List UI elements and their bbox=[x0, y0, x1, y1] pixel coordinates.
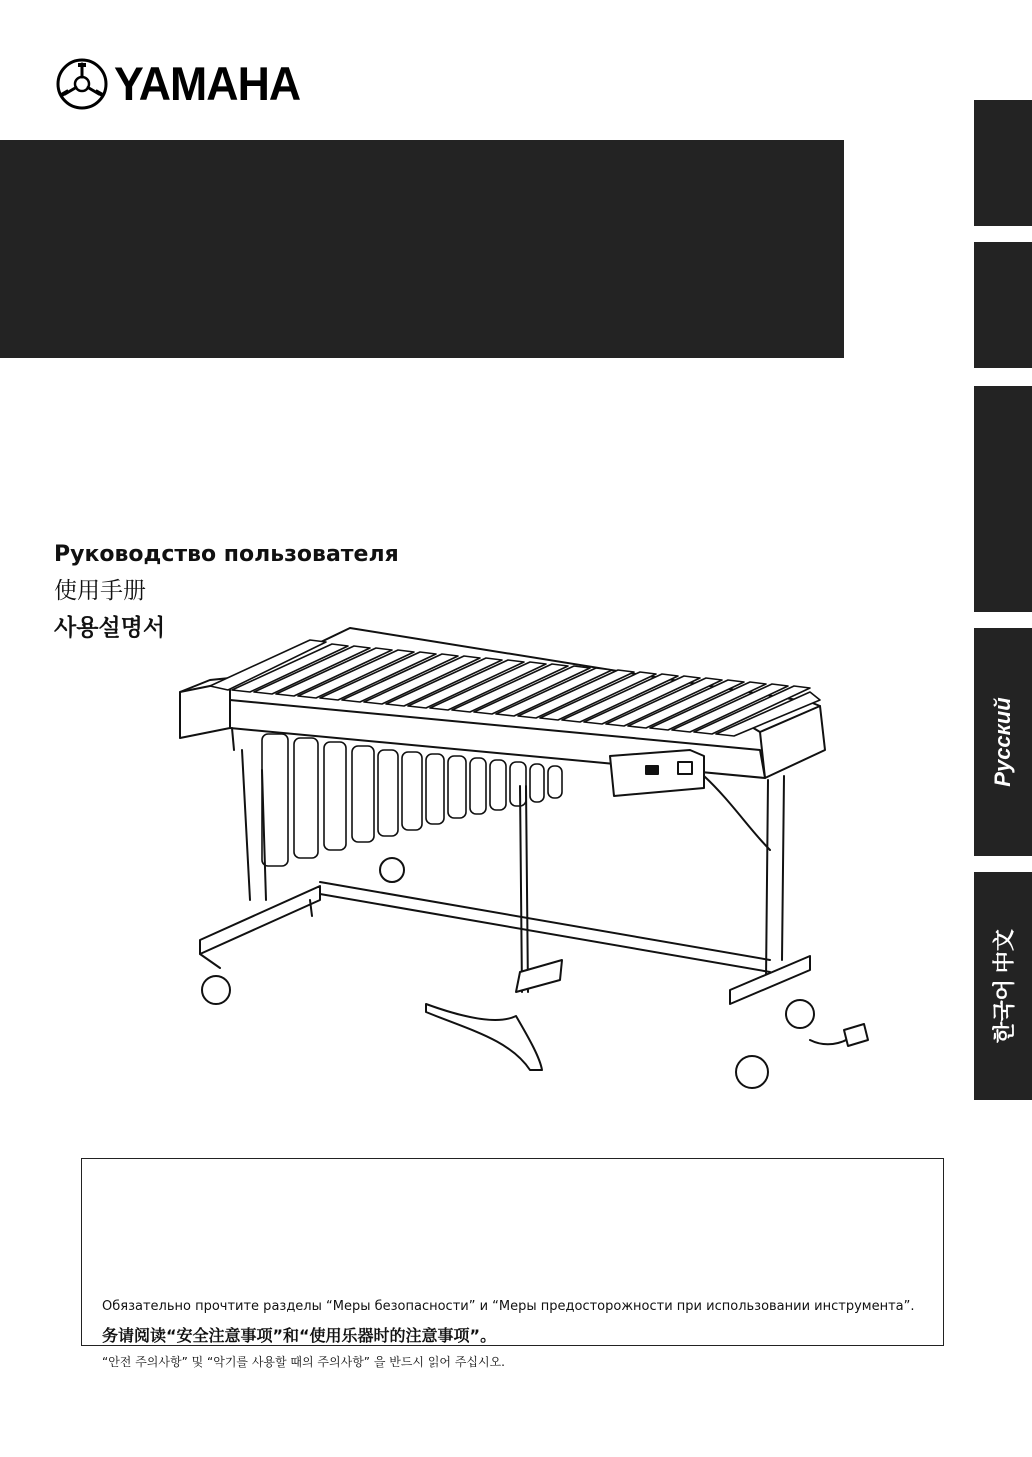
language-tab-2[interactable] bbox=[974, 242, 1032, 368]
language-tab-korean-chinese[interactable] bbox=[974, 872, 1032, 1100]
safety-notice-box bbox=[81, 1158, 944, 1369]
title-band bbox=[0, 140, 844, 358]
language-tab-3[interactable] bbox=[974, 386, 1032, 612]
vibraphone-icon bbox=[170, 600, 890, 1120]
title-russian: Руководство пользователя bbox=[54, 542, 399, 567]
language-tab-label: 한국어 中文 bbox=[991, 929, 1017, 1043]
tuning-fork-emblem-icon bbox=[56, 58, 108, 110]
notice-chinese: 务请阅读“安全注意事项”和“使用乐器时的注意事项”。 bbox=[102, 1326, 497, 1345]
title-chinese: 使用手册 bbox=[54, 578, 146, 604]
brand-name: YAMAHA bbox=[114, 57, 301, 110]
title-korean: 사용설명서 bbox=[54, 615, 166, 641]
notice-korean: “안전 주의사항” 및 “악기를 사용할 때의 주의사항” 을 반드시 읽어 주십시오. bbox=[102, 1355, 505, 1369]
language-tab-label: Русский bbox=[990, 697, 1015, 787]
notice-russian: Обязательно прочтите разделы “Меры безопасности” и “Меры предосторожности при использовании инструмента”. bbox=[102, 1299, 915, 1314]
yamaha-logo bbox=[56, 58, 310, 110]
language-tab-russian[interactable] bbox=[974, 628, 1032, 856]
language-tab-1[interactable] bbox=[974, 100, 1032, 226]
language-tabs bbox=[974, 0, 1032, 1457]
